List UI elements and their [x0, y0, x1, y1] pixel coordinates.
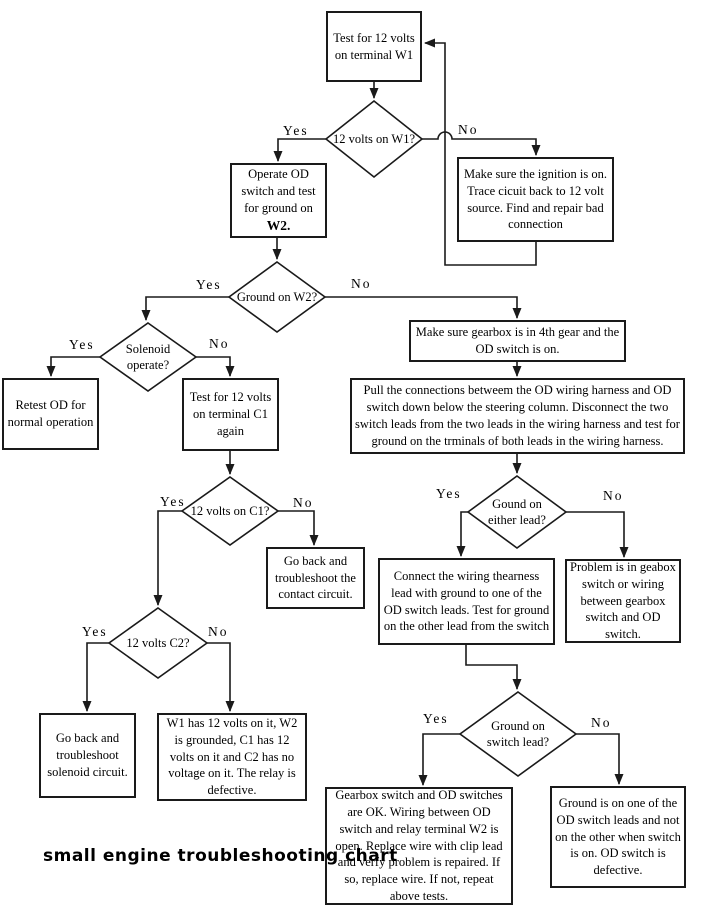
connector-dswitch-no [576, 734, 619, 784]
decision-ground-switch-lead [460, 692, 576, 776]
node-check-ignition: Make sure the ignition is on. Trace cicuit back to 12 volt source. Find and repair bad connection [457, 157, 614, 242]
branch-label-yes-groundw2: Yes [196, 277, 222, 292]
decision-12-volts-w1-text: 12 volts on W1? [332, 131, 416, 146]
branch-label-yes-either-lead: Yes [436, 486, 462, 501]
node-troubleshoot-solenoid-circuit: Go back and troubleshoot solenoid circuit. [39, 713, 136, 798]
connector-dw1-yes [278, 139, 326, 161]
node-operate-od-switch [230, 163, 327, 238]
branch-label-yes-c2: Yes [82, 624, 108, 639]
branch-label-yes-solenoid: Yes [69, 337, 95, 352]
node-troubleshoot-contact-circuit: Go back and troubleshoot the contact circuit. [266, 547, 365, 609]
decision-ground-either-lead [468, 476, 566, 548]
connector-deither-no [566, 512, 624, 557]
decision-ground-switch-lead-text: Ground on switch lead? [486, 718, 550, 749]
branch-label-no-c2: No [208, 624, 229, 639]
branch-label-no-switch-lead: No [591, 715, 612, 730]
decision-12-volts-c2-text: 12 volts C2? [126, 635, 190, 650]
node-retest-od: Retest OD for normal operation [2, 378, 99, 450]
branch-label-no-either-lead: No [603, 488, 624, 503]
decision-12-volts-c2 [109, 608, 207, 678]
decision-ground-either-lead-text: Gound on either lead? [488, 496, 546, 527]
branch-label-no-solenoid: No [209, 336, 230, 351]
connector-dgroundw2-yes [146, 297, 229, 320]
branch-label-yes-w1: Yes [283, 123, 309, 138]
chart-title: small engine troubleshooting chart [43, 846, 398, 866]
branch-label-no-c1: No [293, 495, 314, 510]
node-od-switch-defective: Ground is on one of the OD switch leads and not on the other when switch is on. OD switch is defective. [550, 786, 686, 888]
node-relay-defective: W1 has 12 volts on it, W2 is grounded, C1 has 12 volts on it and C2 has no voltage on it. The relay is defective. [157, 713, 307, 801]
connector-dsolenoid-no [196, 357, 230, 376]
connector-connect-to-dswitch [466, 645, 517, 689]
decision-ground-w2-text: Ground on W2? [236, 289, 318, 304]
branch-label-yes-switch-lead: Yes [423, 711, 449, 726]
connector-dc2-yes [87, 643, 109, 711]
node-test-c1-again: Test for 12 volts on terminal C1 again [182, 378, 279, 451]
connector-dc1-no [278, 511, 314, 545]
connector-dc2-no [207, 643, 230, 711]
connector-dw1-no [422, 132, 536, 155]
decision-ground-w2 [229, 262, 325, 332]
connector-deither-yes [461, 512, 468, 556]
connector-dswitch-yes [423, 734, 460, 785]
decision-12-volts-c1-text: 12 volts on C1? [190, 503, 270, 518]
w2-terminal-label: W2. [266, 217, 291, 233]
connector-dc1-yes [158, 511, 182, 605]
branch-label-no-w1: No [458, 122, 479, 137]
node-connect-harness-lead: Connect the wiring thearness lead with ground to one of the OD switch leads. Test for ground on the other lead from the switch [378, 558, 555, 645]
branch-label-yes-c1: Yes [160, 494, 186, 509]
decision-solenoid-operate-text: Solenoid operate? [125, 341, 171, 372]
node-pull-connections: Pull the connections betweem the OD wiring harness and OD switch down below the steering column. Disconnect the two switch leads from the two leads in the wiring harness and test for ground on the trminals of both leads in the wiring harness. [350, 378, 685, 454]
connector-dsolenoid-yes [51, 357, 100, 376]
decision-12-volts-w1 [326, 101, 422, 177]
branch-label-no-groundw2: No [351, 276, 372, 291]
node-problem-in-gearbox-switch: Problem is in geabox switch or wiring between gearbox switch and OD switch. [565, 559, 681, 643]
node-operate-od-switch-text: Operate OD switch and test for ground on W2. [241, 167, 316, 233]
node-gearbox-4th-gear: Make sure gearbox is in 4th gear and the OD switch is on. [409, 320, 626, 362]
connector-dgroundw2-no [325, 297, 517, 318]
decision-12-volts-c1 [182, 477, 278, 545]
node-test-w1: Test for 12 volts on terminal W1 [326, 11, 422, 82]
node-replace-wire: Gearbox switch and OD switches are OK. Wiring between OD switch and relay terminal W2 is open. Replace wire with clip lead and verfy problem is repaired. If so, replace wire. If not, repeat above tests. [325, 787, 513, 905]
